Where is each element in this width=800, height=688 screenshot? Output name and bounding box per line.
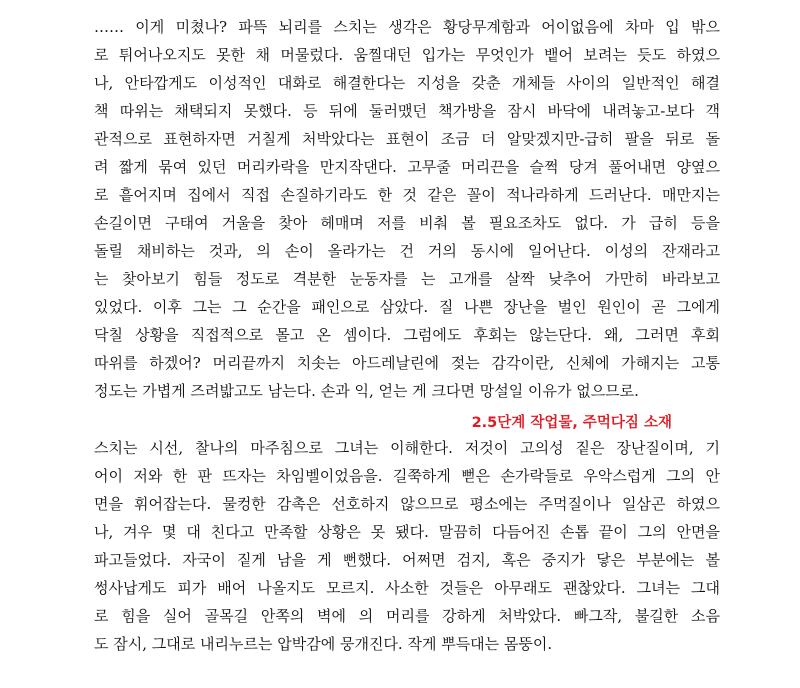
- paragraph-1-line-6: 려 짧게 묶여 있던 머리카락을 만지작댄다. 고무줄 머리끈을 슬쩍 당겨 풀어내면 양옆으: [94, 158, 720, 176]
- paragraph-1-line-13: 따위를 하겠어? 머리끝까지 치솟는 아드레날린에 젖는 감각이란, 신체에 가해지는 고통: [94, 354, 720, 372]
- paragraph-1-line-8: 손길이면 구태여 거울을 찾아 헤매며 저를 비춰 볼 필요조차도 없다. 가 급히 등을: [94, 214, 720, 232]
- paragraph-2-line-8: 도 잠시, 그대로 내리누르는 압박감에 뭉개진다. 작게 뿌득대는 몸뚱이.: [94, 635, 553, 653]
- paragraph-2-line-2: 어이 저와 한 판 뜨자는 차임벨이었음을. 길쭉하게 뻗은 손가락들로 우악스럽게 그의 안: [94, 467, 720, 485]
- paragraph-1-line-12: 닥칠 상황을 직접적으로 몰고 온 셈이다. 그럼에도 후회는 않는단다. 왜, 그러면 후회: [94, 326, 720, 344]
- paragraph-2-line-5: 파고들었다. 자국이 짙게 남을 게 뻔했다. 어쩌면 검지, 혹은 중지가 닿은 부분에는 볼: [94, 551, 720, 569]
- paragraph-1-line-2: 로 튀어나오지도 못한 채 머물렀다. 움찔대던 입가는 무엇인가 뱉어 보려는 듯도 하였으: [94, 46, 720, 64]
- paragraph-1-line-9: 돌릴 채비하는 것과, 의 손이 올라가는 건 거의 동시에 일어난다. 이성의 잔재라고: [94, 242, 720, 260]
- paragraph-2-line-3: 면을 휘어잡는다. 물컹한 감촉은 선호하지 않으므로 평소에는 주먹질이나 일삼곤 하였으: [94, 495, 720, 513]
- paragraph-1-line-5: 관적으로 표현하자면 거칠게 처박았다는 표현이 조금 더 알맞겠지만-급히 팔을 뒤로 돌: [94, 130, 720, 148]
- paragraph-1-line-7: 로 흩어지며 집에서 직접 손질하기라도 한 것 같은 꼴이 적나라하게 드러난다. 매만지는: [94, 186, 720, 204]
- paragraph-1-line-14: 정도는 가볍게 즈려밟고도 남는다. 손과 익, 얻는 게 크다면 망설일 이유가 없으므로.: [94, 382, 639, 400]
- paragraph-1-line-1: …… 이게 미쳤나? 파뜩 뇌리를 스치는 생각은 황당무계함과 어이없음에 차마 입 밖으: [94, 18, 720, 36]
- paragraph-2-line-6: 썽사납게도 피가 배어 나올지도 모르지. 사소한 것들은 아무래도 괜찮았다. 그녀는 그대: [94, 579, 720, 597]
- paragraph-1-line-11: 있었다. 이후 그는 그 순간을 패인으로 삼았다. 질 나쁜 장난을 벌인 원인이 곧 그에게: [94, 298, 720, 316]
- section-note: 2.5단계 작업물, 주먹다짐 소재: [471, 415, 672, 431]
- paragraph-2-line-7: 로 힘을 실어 골목길 안쪽의 벽에 의 머리를 강하게 처박았다. 빠그작, 불길한 소음: [94, 607, 720, 625]
- paragraph-1-line-3: 나, 안타깝게도 이성적인 대화로 해결한다는 지성을 갖춘 개체들 사이의 일반적인 해결: [94, 74, 720, 92]
- paragraph-1-line-4: 책 따위는 채택되지 못했다. 등 뒤에 둘러맸던 책가방을 잠시 바닥에 내려놓고-보다 객: [94, 102, 720, 120]
- paragraph-1-line-10: 는 찾아보기 힘들 정도로 격분한 눈동자를 는 고개를 살짝 낮추어 가만히 바라보고: [94, 270, 720, 288]
- paragraph-2-line-4: 나, 겨우 몇 대 친다고 만족할 상황은 못 됐다. 말끔히 다듬어진 손톱 끝이 그의 안면을: [94, 523, 720, 541]
- paragraph-2-line-1: 스치는 시선, 찰나의 마주침으로 그녀는 이해한다. 저것이 고의성 짙은 장난질이며, 기: [94, 439, 720, 457]
